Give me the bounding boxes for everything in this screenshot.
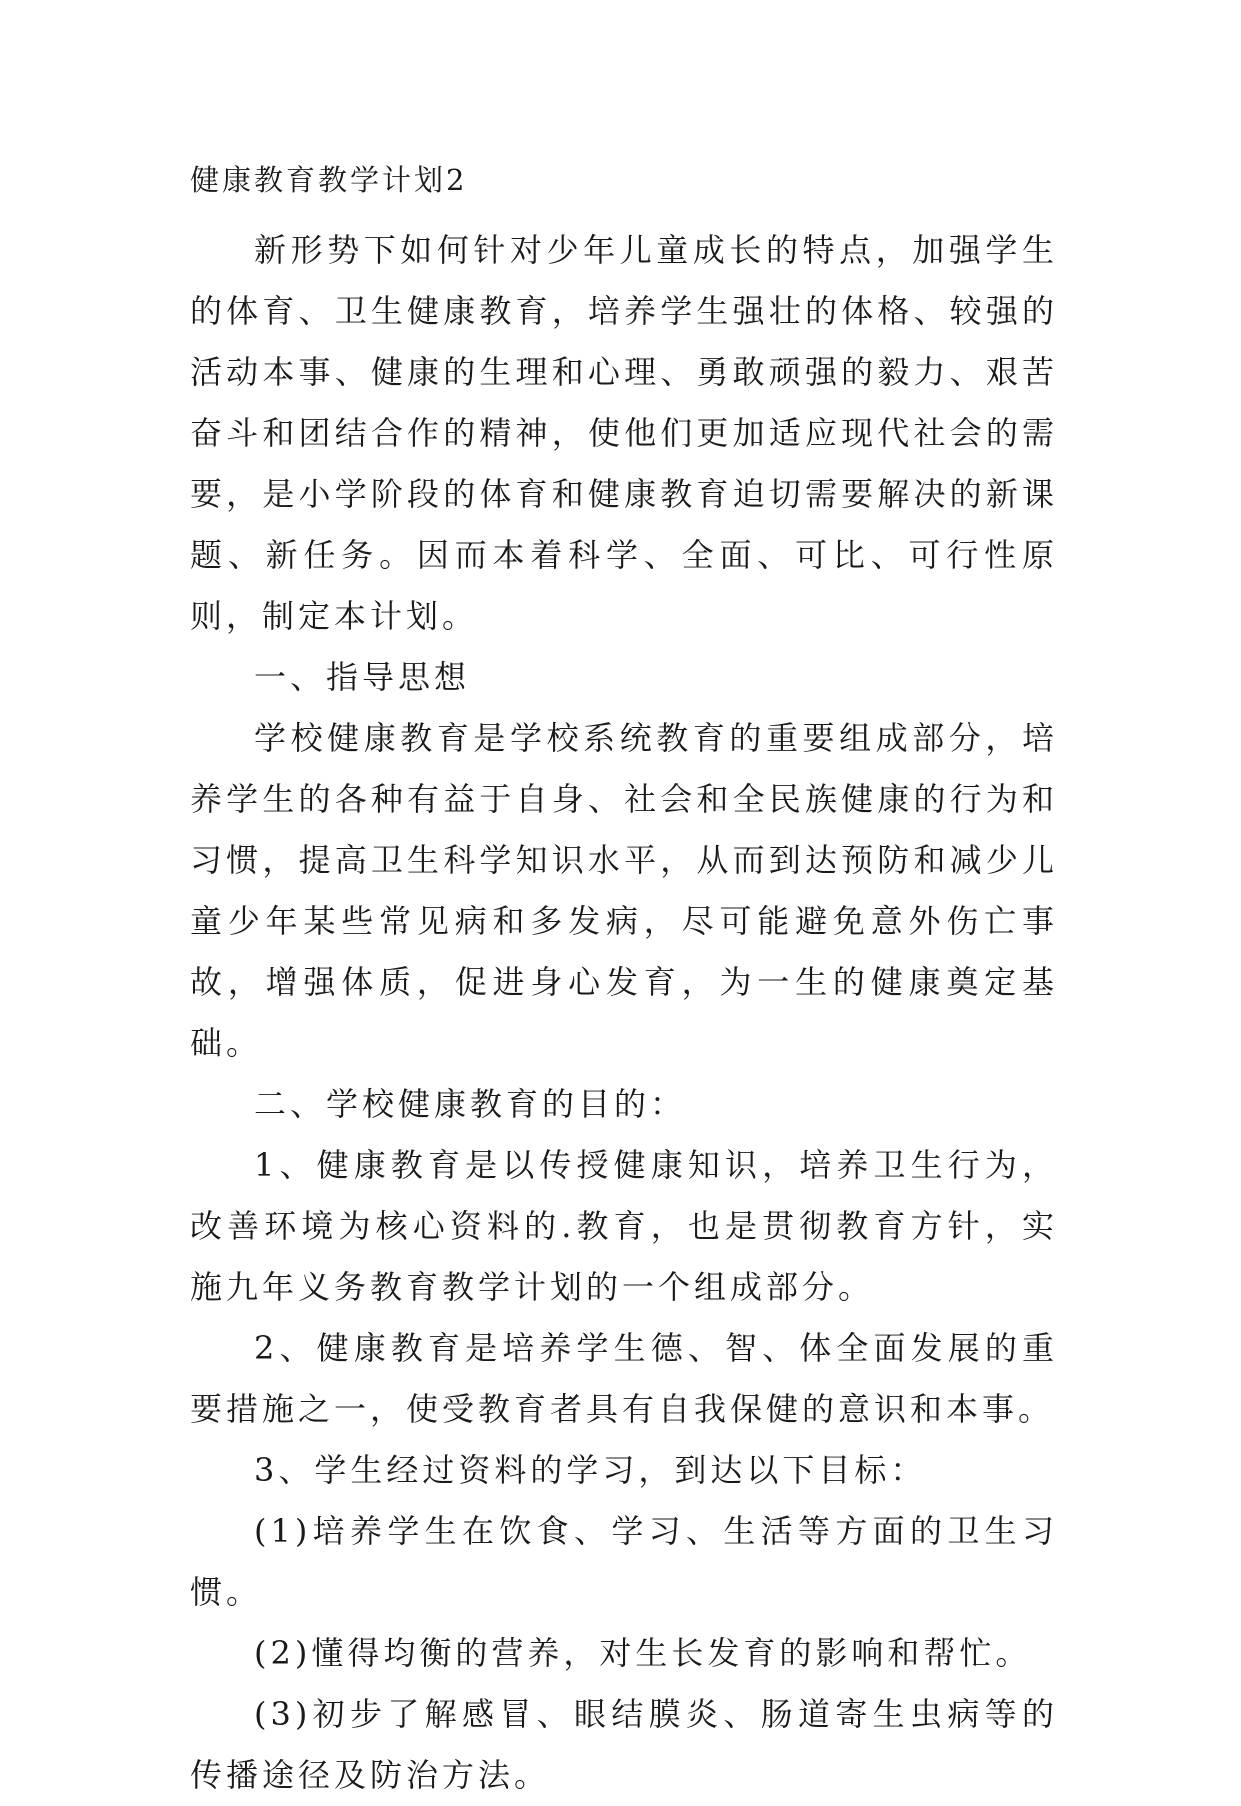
goal-item-3: (3)初步了解感冒、眼结膜炎、肠道寄生虫病等的传播途径及防治方法。 — [190, 1695, 1058, 1794]
document-body — [190, 160, 1058, 1806]
section-heading-purpose: 二、学校健康教育的目的： — [254, 1085, 687, 1123]
document-title: 健康教育教学计划2 — [190, 163, 468, 197]
goal-item-1: (1)培养学生在饮食、学习、生活等方面的卫生习惯。 — [190, 1512, 1058, 1611]
purpose-item-1: 1、健康教育是以传授健康知识，培养卫生行为，改善环境为核心资料的.教育，也是贯彻教育方针，实施九年义务教育教学计划的一个组成部分。 — [190, 1146, 1058, 1306]
goal-item-2: (2)懂得均衡的营养，对生长发育的影响和帮忙。 — [254, 1634, 1032, 1672]
purpose-item-3: 3、学生经过资料的学习，到达以下目标： — [254, 1451, 927, 1489]
guiding-ideology-paragraph: 学校健康教育是学校系统教育的重要组成部分，培养学生的各种有益于自身、社会和全民族健康的行为和习惯，提高卫生科学知识水平，从而到达预防和减少儿童少年某些常见病和多发病，尽可能避免意外伤亡事故，增强体质，促进身心发育，为一生的健康奠定基础。 — [190, 719, 1058, 1062]
purpose-item-2: 2、健康教育是培养学生德、智、体全面发展的重要措施之一，使受教育者具有自我保健的意识和本事。 — [190, 1329, 1058, 1428]
intro-paragraph: 新形势下如何针对少年儿童成长的特点，加强学生的体育、卫生健康教育，培养学生强壮的体格、较强的活动本事、健康的生理和心理、勇敢顽强的毅力、艰苦奋斗和团结合作的精神，使他们更加适应现代社会的需要，是小学阶段的体育和健康教育迫切需要解决的新课题、新任务。因而本着科学、全面、可比、可行性原则，制定本计划。 — [190, 231, 1058, 635]
section-heading-guiding-ideology: 一、指导思想 — [254, 658, 471, 696]
